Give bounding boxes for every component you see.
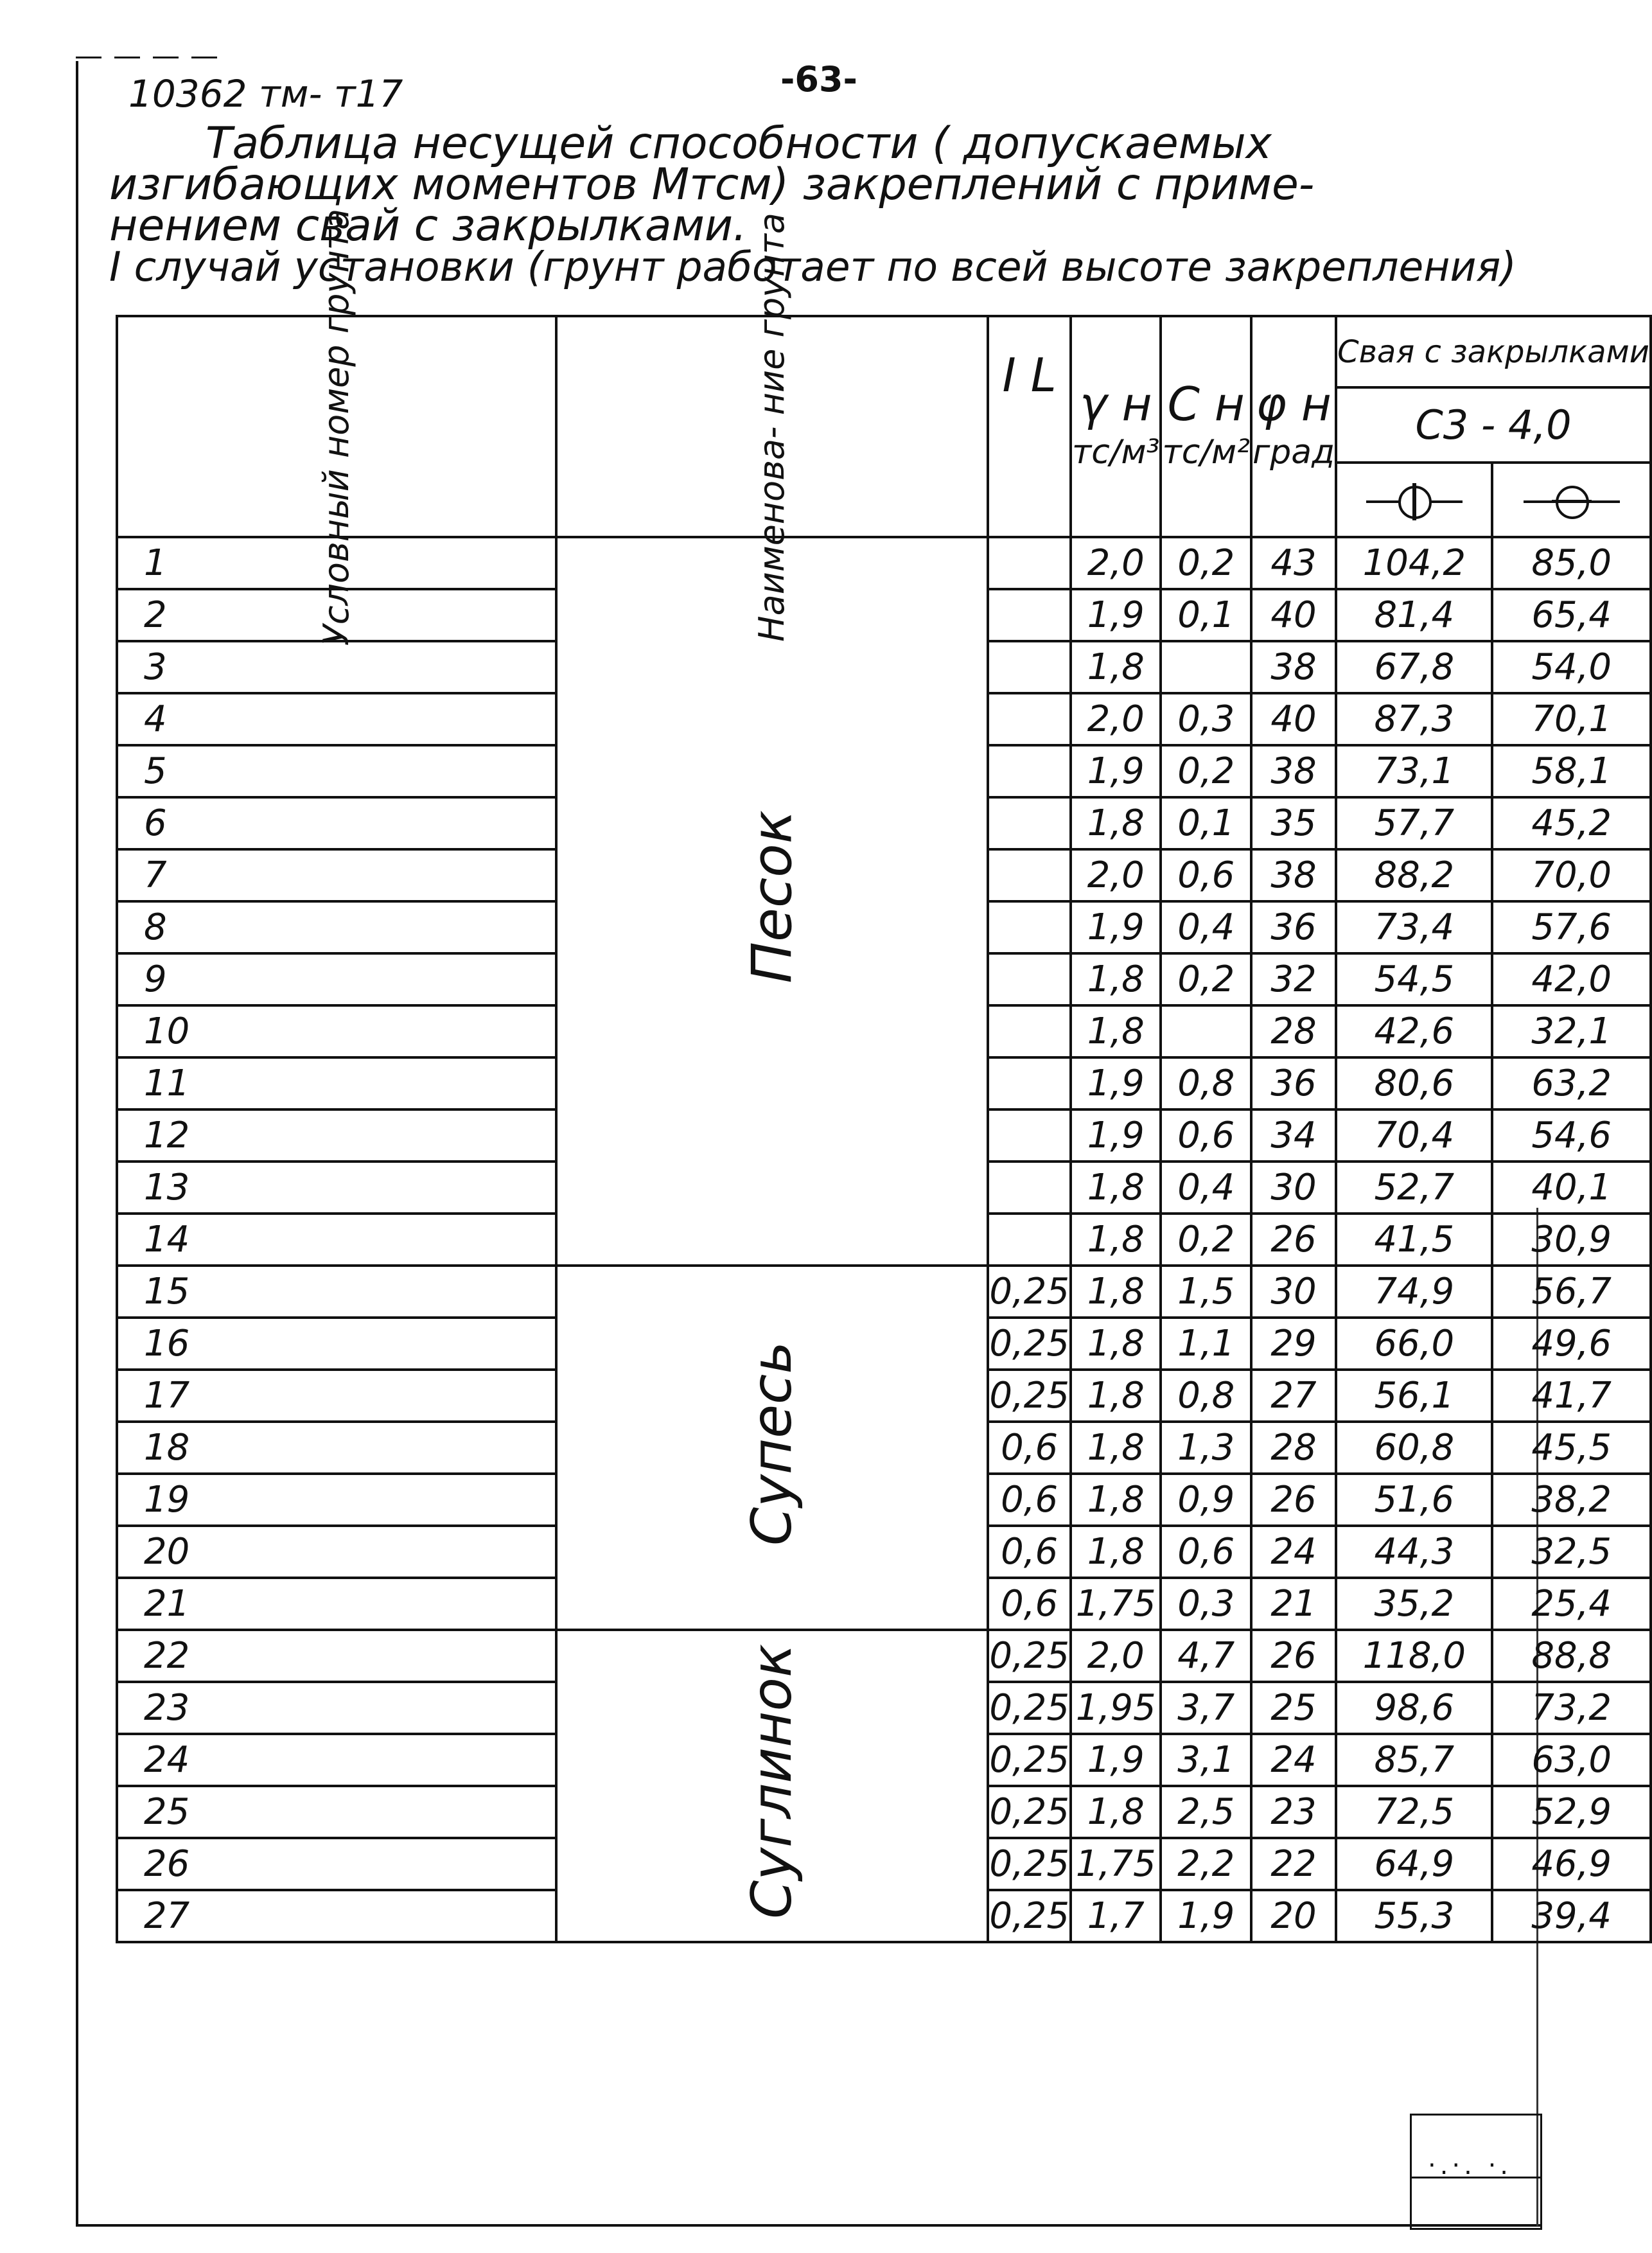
header-pile-type: С3 - 4,0 — [1336, 387, 1651, 462]
cell-moment-b: 73,2 — [1492, 1682, 1650, 1734]
cell-gamma: 2,0 — [1071, 537, 1161, 589]
cell-cond-number: 14 — [117, 1214, 556, 1266]
table-row — [117, 1630, 1651, 1682]
cell-moment-b: 54,0 — [1492, 641, 1650, 693]
cell-moment-a: 44,3 — [1336, 1526, 1492, 1578]
cell-il — [988, 537, 1071, 589]
cell-c: 0,3 — [1161, 693, 1251, 745]
cell-c: 0,2 — [1161, 537, 1251, 589]
cell-phi: 38 — [1251, 641, 1336, 693]
cell-c: 2,5 — [1161, 1786, 1251, 1838]
title-line-2: изгибающих моментов Мтсм) закреплений с приме- — [109, 159, 1315, 210]
frame-bottom-border — [76, 2224, 1540, 2227]
cell-moment-a: 66,0 — [1336, 1318, 1492, 1370]
cell-cond-number: 7 — [117, 849, 556, 901]
cell-c: 1,3 — [1161, 1422, 1251, 1474]
cell-c — [1161, 641, 1251, 693]
page-number: -63- — [780, 59, 857, 100]
cell-cond-number: 27 — [117, 1890, 556, 1942]
cell-phi: 21 — [1251, 1578, 1336, 1630]
cell-moment-b: 70,0 — [1492, 849, 1650, 901]
cell-phi: 30 — [1251, 1162, 1336, 1214]
cell-moment-a: 56,1 — [1336, 1370, 1492, 1422]
cell-c: 0,9 — [1161, 1474, 1251, 1526]
cell-moment-a: 81,4 — [1336, 589, 1492, 641]
cell-cond-number: 2 — [117, 589, 556, 641]
cell-gamma: 1,95 — [1071, 1682, 1161, 1734]
cell-gamma: 1,9 — [1071, 745, 1161, 797]
cell-phi: 43 — [1251, 537, 1336, 589]
cell-phi: 38 — [1251, 745, 1336, 797]
cell-moment-a: 73,4 — [1336, 901, 1492, 953]
cell-cond-number: 11 — [117, 1057, 556, 1109]
cell-il: 0,25 — [988, 1838, 1071, 1890]
cell-gamma: 1,8 — [1071, 1266, 1161, 1318]
cell-moment-a: 42,6 — [1336, 1005, 1492, 1057]
cell-gamma: 1,75 — [1071, 1838, 1161, 1890]
cell-cond-number: 10 — [117, 1005, 556, 1057]
cell-moment-a: 57,7 — [1336, 797, 1492, 849]
cell-il — [988, 1109, 1071, 1162]
cell-il: 0,6 — [988, 1422, 1071, 1474]
cell-il — [988, 901, 1071, 953]
cell-cond-number: 15 — [117, 1266, 556, 1318]
cell-il — [988, 1214, 1071, 1266]
cell-phi: 40 — [1251, 693, 1336, 745]
cell-c: 1,5 — [1161, 1266, 1251, 1318]
cell-phi: 38 — [1251, 849, 1336, 901]
cell-phi: 26 — [1251, 1214, 1336, 1266]
cell-cond-number: 9 — [117, 953, 556, 1005]
cell-c: 0,4 — [1161, 901, 1251, 953]
cell-cond-number: 1 — [117, 537, 556, 589]
cell-phi: 35 — [1251, 797, 1336, 849]
cell-il: 0,25 — [988, 1890, 1071, 1942]
cell-moment-b: 30,9 — [1492, 1214, 1650, 1266]
header-phi: φ н град — [1251, 316, 1336, 537]
cell-cond-number: 5 — [117, 745, 556, 797]
cell-c: 0,4 — [1161, 1162, 1251, 1214]
cell-il — [988, 1005, 1071, 1057]
cell-il: 0,6 — [988, 1578, 1071, 1630]
cell-c: 0,1 — [1161, 797, 1251, 849]
cell-phi: 24 — [1251, 1734, 1336, 1786]
cell-cond-number: 20 — [117, 1526, 556, 1578]
cell-phi: 28 — [1251, 1422, 1336, 1474]
cell-moment-b: 54,6 — [1492, 1109, 1650, 1162]
cell-il: 0,25 — [988, 1318, 1071, 1370]
cell-cond-number: 22 — [117, 1630, 556, 1682]
cell-c: 0,6 — [1161, 1526, 1251, 1578]
header-cond-number: Условный номер грунта — [117, 316, 556, 537]
cell-il: 0,25 — [988, 1370, 1071, 1422]
cell-soil-name — [556, 537, 988, 1266]
cell-il: 0,25 — [988, 1786, 1071, 1838]
cell-cond-number: 8 — [117, 901, 556, 953]
cell-phi: 24 — [1251, 1526, 1336, 1578]
cell-moment-a: 74,9 — [1336, 1266, 1492, 1318]
cell-il: 0,25 — [988, 1266, 1071, 1318]
cell-c: 1,9 — [1161, 1890, 1251, 1942]
cell-il — [988, 953, 1071, 1005]
cell-moment-b: 41,7 — [1492, 1370, 1650, 1422]
cell-phi: 28 — [1251, 1005, 1336, 1057]
cell-cond-number: 6 — [117, 797, 556, 849]
cell-moment-a: 70,4 — [1336, 1109, 1492, 1162]
pile-longitudinal-icon — [1366, 482, 1463, 521]
cell-il — [988, 641, 1071, 693]
top-dash-line — [76, 57, 230, 58]
cell-il — [988, 849, 1071, 901]
cell-c: 3,7 — [1161, 1682, 1251, 1734]
cell-c: 2,2 — [1161, 1838, 1251, 1890]
cell-gamma: 1,8 — [1071, 1422, 1161, 1474]
cell-cond-number: 12 — [117, 1109, 556, 1162]
cell-moment-b: 63,2 — [1492, 1057, 1650, 1109]
cell-cond-number: 17 — [117, 1370, 556, 1422]
cell-gamma: 1,8 — [1071, 1526, 1161, 1578]
header-icon-a — [1336, 463, 1492, 537]
cell-c: 0,3 — [1161, 1578, 1251, 1630]
cell-phi: 36 — [1251, 901, 1336, 953]
cell-il — [988, 693, 1071, 745]
cell-il — [988, 745, 1071, 797]
cell-moment-a: 55,3 — [1336, 1890, 1492, 1942]
cell-moment-a: 88,2 — [1336, 849, 1492, 901]
cell-phi: 40 — [1251, 589, 1336, 641]
cell-il: 0,6 — [988, 1526, 1071, 1578]
cell-phi: 36 — [1251, 1057, 1336, 1109]
cell-gamma: 1,9 — [1071, 1109, 1161, 1162]
cell-moment-b: 70,1 — [1492, 693, 1650, 745]
cell-c: 0,8 — [1161, 1057, 1251, 1109]
cell-cond-number: 26 — [117, 1838, 556, 1890]
cell-moment-b: 40,1 — [1492, 1162, 1650, 1214]
cell-gamma: 1,8 — [1071, 1474, 1161, 1526]
cell-moment-b: 32,1 — [1492, 1005, 1650, 1057]
cell-moment-b: 58,1 — [1492, 745, 1650, 797]
cell-moment-b: 42,0 — [1492, 953, 1650, 1005]
cell-phi: 25 — [1251, 1682, 1336, 1734]
cell-gamma: 1,9 — [1071, 589, 1161, 641]
title-line-1: Таблица несущей способности ( допускаемых — [206, 118, 1272, 169]
cell-gamma: 1,9 — [1071, 1057, 1161, 1109]
cell-cond-number: 21 — [117, 1578, 556, 1630]
cell-moment-a: 104,2 — [1336, 537, 1492, 589]
cell-moment-a: 54,5 — [1336, 953, 1492, 1005]
cell-il: 0,25 — [988, 1630, 1071, 1682]
header-c: С н тс/м² — [1161, 316, 1251, 537]
cell-gamma: 1,8 — [1071, 797, 1161, 849]
title-line-4: I случай установки (грунт работает по всей высоте закрепления) — [109, 243, 1516, 290]
cell-soil-name — [556, 1630, 988, 1942]
cell-moment-a: 60,8 — [1336, 1422, 1492, 1474]
frame-left-border — [76, 61, 78, 2226]
stamp-marks: ·.·. ·. — [1428, 2151, 1513, 2180]
cell-phi: 27 — [1251, 1370, 1336, 1422]
cell-moment-a: 51,6 — [1336, 1474, 1492, 1526]
cell-c: 0,2 — [1161, 745, 1251, 797]
cell-gamma: 1,8 — [1071, 1786, 1161, 1838]
cell-phi: 20 — [1251, 1890, 1336, 1942]
cell-c: 0,2 — [1161, 953, 1251, 1005]
cell-gamma: 1,8 — [1071, 641, 1161, 693]
cell-cond-number: 19 — [117, 1474, 556, 1526]
cell-c: 4,7 — [1161, 1630, 1251, 1682]
cell-moment-b: 88,8 — [1492, 1630, 1650, 1682]
cell-soil-name — [556, 1266, 988, 1630]
cell-gamma: 1,9 — [1071, 1734, 1161, 1786]
corner-stamp-box — [1410, 2114, 1542, 2230]
cell-cond-number: 13 — [117, 1162, 556, 1214]
cell-moment-b: 25,4 — [1492, 1578, 1650, 1630]
cell-moment-a: 52,7 — [1336, 1162, 1492, 1214]
header-gamma: γ н тс/м³ — [1071, 316, 1161, 537]
cell-cond-number: 4 — [117, 693, 556, 745]
cell-moment-b: 39,4 — [1492, 1890, 1650, 1942]
cell-il — [988, 1057, 1071, 1109]
cell-gamma: 2,0 — [1071, 693, 1161, 745]
cell-gamma: 1,7 — [1071, 1890, 1161, 1942]
cell-moment-a: 67,8 — [1336, 641, 1492, 693]
cell-c: 0,6 — [1161, 1109, 1251, 1162]
cell-moment-a: 72,5 — [1336, 1786, 1492, 1838]
cell-il — [988, 1162, 1071, 1214]
cell-phi: 32 — [1251, 953, 1336, 1005]
document-code: 10362 тм- т17 — [128, 72, 403, 116]
header-soil-name: Наименова- ние грунта — [556, 316, 988, 537]
cell-moment-b: 63,0 — [1492, 1734, 1650, 1786]
cell-moment-b: 32,5 — [1492, 1526, 1650, 1578]
cell-cond-number: 23 — [117, 1682, 556, 1734]
cell-gamma: 2,0 — [1071, 849, 1161, 901]
cell-il: 0,25 — [988, 1682, 1071, 1734]
cell-c: 0,1 — [1161, 589, 1251, 641]
cell-moment-a: 35,2 — [1336, 1578, 1492, 1630]
cell-phi: 29 — [1251, 1318, 1336, 1370]
cell-gamma: 1,8 — [1071, 1370, 1161, 1422]
cell-gamma: 1,8 — [1071, 1005, 1161, 1057]
cell-c — [1161, 1005, 1251, 1057]
cell-il: 0,6 — [988, 1474, 1071, 1526]
cell-moment-b: 56,7 — [1492, 1266, 1650, 1318]
cell-gamma: 2,0 — [1071, 1630, 1161, 1682]
cell-moment-b: 52,9 — [1492, 1786, 1650, 1838]
pile-transverse-icon — [1524, 482, 1620, 521]
cell-c: 0,2 — [1161, 1214, 1251, 1266]
cell-c: 0,6 — [1161, 849, 1251, 901]
cell-cond-number: 16 — [117, 1318, 556, 1370]
table-row — [117, 1266, 1651, 1318]
cell-il — [988, 797, 1071, 849]
header-pile-group: Свая с закрылками — [1336, 316, 1651, 387]
cell-c: 0,8 — [1161, 1370, 1251, 1422]
cell-gamma: 1,8 — [1071, 1162, 1161, 1214]
cell-moment-b: 38,2 — [1492, 1474, 1650, 1526]
cell-phi: 26 — [1251, 1474, 1336, 1526]
cell-gamma: 1,8 — [1071, 1318, 1161, 1370]
cell-c: 1,1 — [1161, 1318, 1251, 1370]
cell-moment-b: 46,9 — [1492, 1838, 1650, 1890]
cell-il — [988, 589, 1071, 641]
cell-phi: 34 — [1251, 1109, 1336, 1162]
cell-gamma: 1,9 — [1071, 901, 1161, 953]
cell-gamma: 1,8 — [1071, 953, 1161, 1005]
cell-moment-a: 85,7 — [1336, 1734, 1492, 1786]
cell-phi: 30 — [1251, 1266, 1336, 1318]
cell-cond-number: 24 — [117, 1734, 556, 1786]
header-icon-b — [1492, 463, 1650, 537]
cell-cond-number: 3 — [117, 641, 556, 693]
cell-moment-a: 87,3 — [1336, 693, 1492, 745]
cell-cond-number: 18 — [117, 1422, 556, 1474]
soil-name-label: Супесь — [740, 1341, 805, 1546]
cell-cond-number: 25 — [117, 1786, 556, 1838]
cell-gamma: 1,8 — [1071, 1214, 1161, 1266]
title-line-3: нением свай с закрылками. — [109, 200, 747, 251]
cell-moment-a: 80,6 — [1336, 1057, 1492, 1109]
table-body — [117, 537, 1651, 1942]
cell-moment-a: 73,1 — [1336, 745, 1492, 797]
cell-moment-b: 45,5 — [1492, 1422, 1650, 1474]
cell-moment-a: 64,9 — [1336, 1838, 1492, 1890]
soil-name-label: Песок — [740, 810, 805, 984]
cell-moment-b: 49,6 — [1492, 1318, 1650, 1370]
cell-moment-b: 85,0 — [1492, 537, 1650, 589]
cell-moment-a: 118,0 — [1336, 1630, 1492, 1682]
header-il: I L — [988, 316, 1071, 537]
cell-phi: 23 — [1251, 1786, 1336, 1838]
cell-c: 3,1 — [1161, 1734, 1251, 1786]
cell-moment-b: 65,4 — [1492, 589, 1650, 641]
cell-phi: 22 — [1251, 1838, 1336, 1890]
soil-name-label: Суглинок — [740, 1644, 805, 1919]
cell-moment-a: 98,6 — [1336, 1682, 1492, 1734]
cell-phi: 26 — [1251, 1630, 1336, 1682]
cell-gamma: 1,75 — [1071, 1578, 1161, 1630]
cell-moment-a: 41,5 — [1336, 1214, 1492, 1266]
cell-moment-b: 57,6 — [1492, 901, 1650, 953]
cell-moment-b: 45,2 — [1492, 797, 1650, 849]
cell-il: 0,25 — [988, 1734, 1071, 1786]
